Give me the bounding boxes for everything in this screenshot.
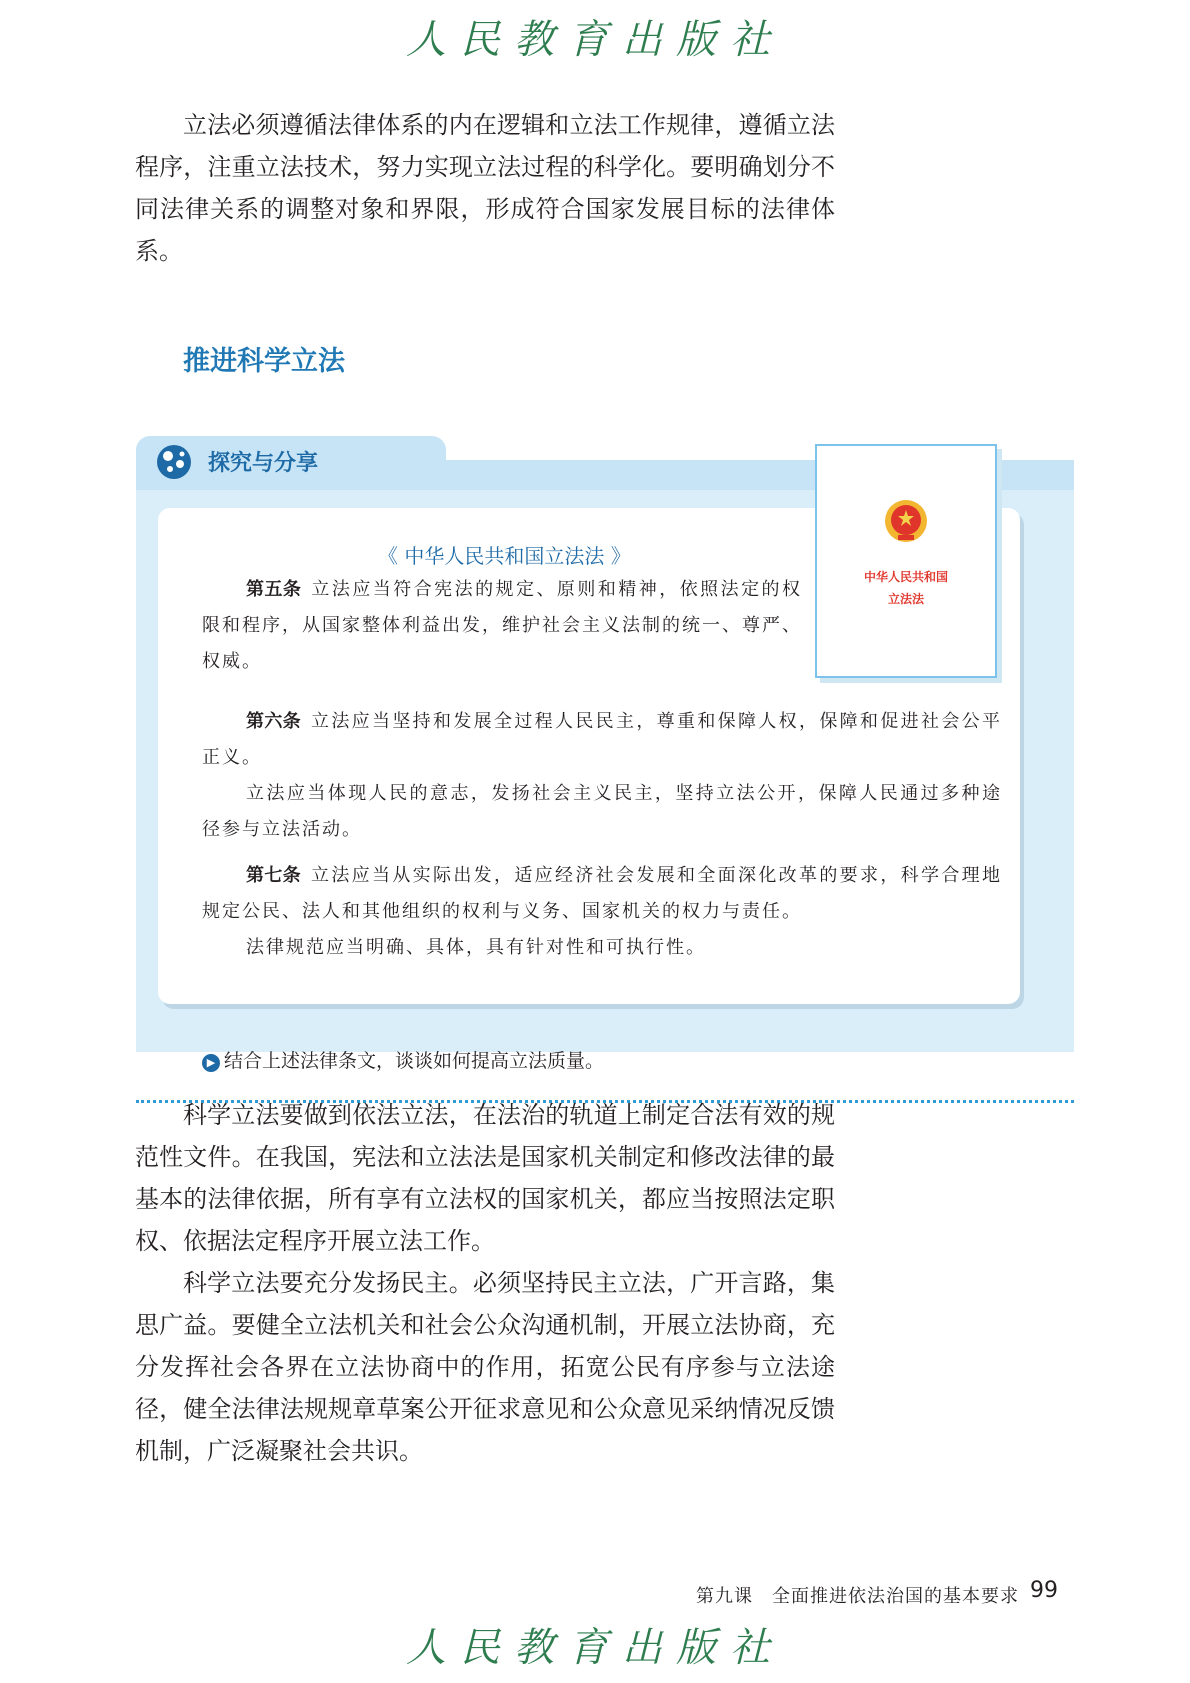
publisher-logo-bottom: 人民教育出版社	[406, 1625, 784, 1671]
explore-title: 探究与分享	[208, 451, 319, 476]
national-emblem-icon	[883, 498, 929, 544]
article-6: 第六条 立法应当坚持和发展全过程人民民主，尊重和保障人权，保障和促进社会公平正义。	[202, 711, 1002, 768]
section-heading: 推进科学立法	[183, 346, 345, 377]
book-title-line1: 中华人民共和国	[863, 570, 948, 584]
law-book-cover	[815, 444, 997, 678]
article-6-extra: 立法应当体现人民的意志，发扬社会主义民主，坚持立法公开，保障人民通过多种途径参与立法活动。	[202, 783, 1002, 840]
law-title: 《 中华人民共和国立法法 》	[378, 544, 631, 568]
article-7: 第七条 立法应当从实际出发，适应经济社会发展和全面深化改革的要求，科学合理地规定公民、法人和其他组织的权利与义务、国家机关的权力与责任。	[202, 865, 1002, 922]
discussion-prompt: ▶ 结合上述法律条文，谈谈如何提高立法质量。	[202, 1046, 604, 1073]
body-paragraph-1: 科学立法要做到依法立法，在法治的轨道上制定合法有效的规范性文件。在我国，宪法和立法法是国家机关制定和修改法律的最基本的法律依据，所有享有立法权的国家机关，都应当按照法定职权、依据法定程序开展立法工作。	[135, 1101, 835, 1255]
chapter-title: 第九课 全面推进依法治国的基本要求	[696, 1586, 1019, 1607]
globe-icon	[156, 444, 192, 480]
body-paragraph-2: 科学立法要充分发扬民主。必须坚持民主立法，广开言路，集思广益。要健全立法机关和社会公众沟通机制，开展立法协商，充分发挥社会各界在立法协商中的作用，拓宽公民有序参与立法途径，健全法律法规规章草案公开征求意见和公众意见采纳情况反馈机制，广泛凝聚社会共识。	[135, 1269, 835, 1465]
arrow-right-icon: ▶	[202, 1054, 220, 1072]
intro-paragraph: 立法必须遵循法律体系的内在逻辑和立法工作规律，遵循立法程序，注重立法技术，努力实现立法过程的科学化。要明确划分不同法律关系的调整对象和界限，形成符合国家发展目标的法律体系。	[135, 111, 835, 265]
article-5: 第五条 立法应当符合宪法的规定、原则和精神，依照法定的权限和程序，从国家整体利益出发，维护社会主义法制的统一、尊严、权威。	[202, 579, 803, 672]
article-7-extra: 法律规范应当明确、具体，具有针对性和可执行性。	[246, 937, 706, 958]
publisher-logo-top: 人民教育出版社	[406, 17, 784, 63]
book-title-line2: 立法法	[887, 592, 924, 606]
page-number: 99	[1030, 1578, 1058, 1603]
